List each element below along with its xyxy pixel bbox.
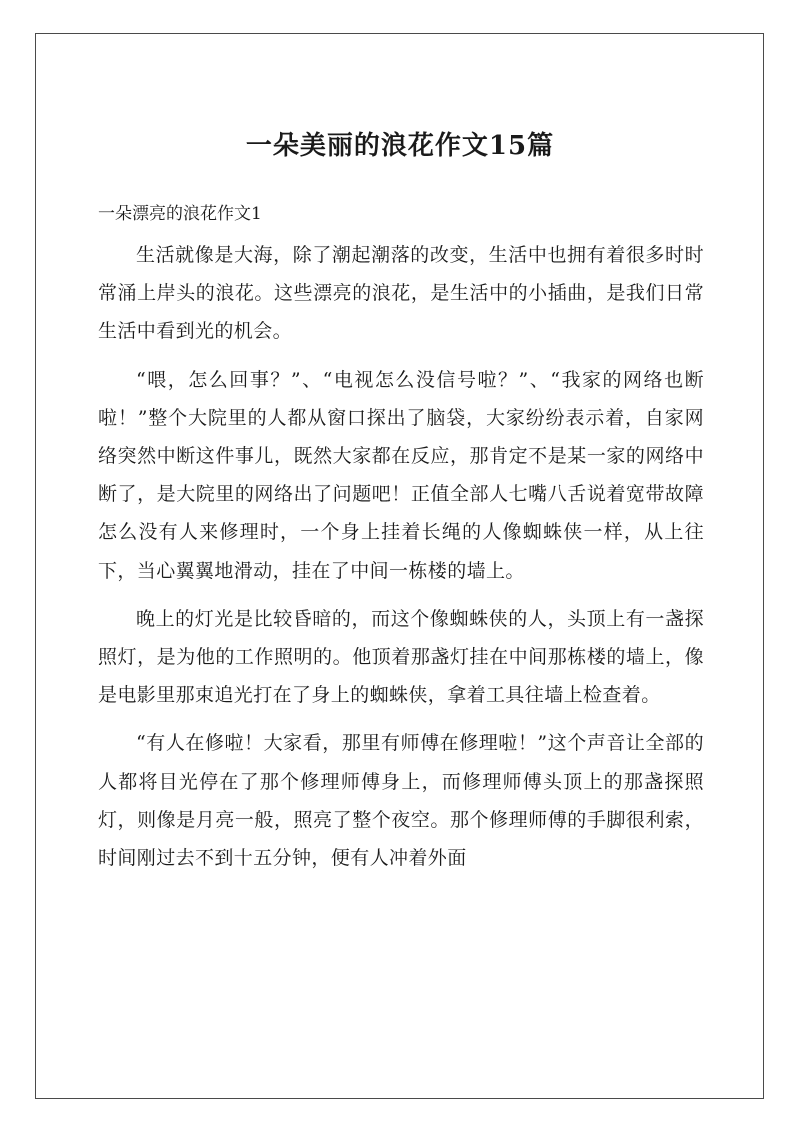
document-title: 一朵美丽的浪花作文15篇 — [245, 131, 555, 161]
paragraph: “有人在修啦！大家看，那里有师傅在修理啦！”这个声音让全部的人都将目光停在了那个修理师傅身上，而修理师傅头顶上的那盏探照灯，则像是月亮一般，照亮了整个夜空。那个修理师傅的手脚很利索，时间刚过去不到十五分钟，便有人冲着外面 — [98, 732, 704, 870]
document-body — [98, 236, 704, 887]
paragraph: “喂，怎么回事？”、“电视怎么没信号啦？”、“我家的网络也断啦！”整个大院里的人都从窗口探出了脑袋，大家纷纷表示着，自家网络突然中断这件事儿，既然大家都在反应，那肯定不是某一家的网络中断了，是大院里的网络出了问题吧！正值全部人七嘴八舌说着宽带故障怎么没有人来修理时，一个身上挂着长绳的人像蜘蛛侠一样，从上往下，当心翼翼地滑动，挂在了中间一栋楼的墙上。 — [98, 368, 704, 582]
paragraph: 生活就像是大海，除了潮起潮落的改变，生活中也拥有着很多时时常涌上岸头的浪花。这些漂亮的浪花，是生活中的小插曲，是我们日常生活中看到光的机会。 — [98, 244, 704, 343]
section-heading: 一朵漂亮的浪花作文1 — [98, 204, 262, 224]
paragraph: 晚上的灯光是比较昏暗的，而这个像蜘蛛侠的人，头顶上有一盏探照灯，是为他的工作照明的。他顶着那盏灯挂在中间那栋楼的墙上，像是电影里那束追光打在了身上的蜘蛛侠，拿着工具往墙上检查着。 — [98, 607, 704, 707]
